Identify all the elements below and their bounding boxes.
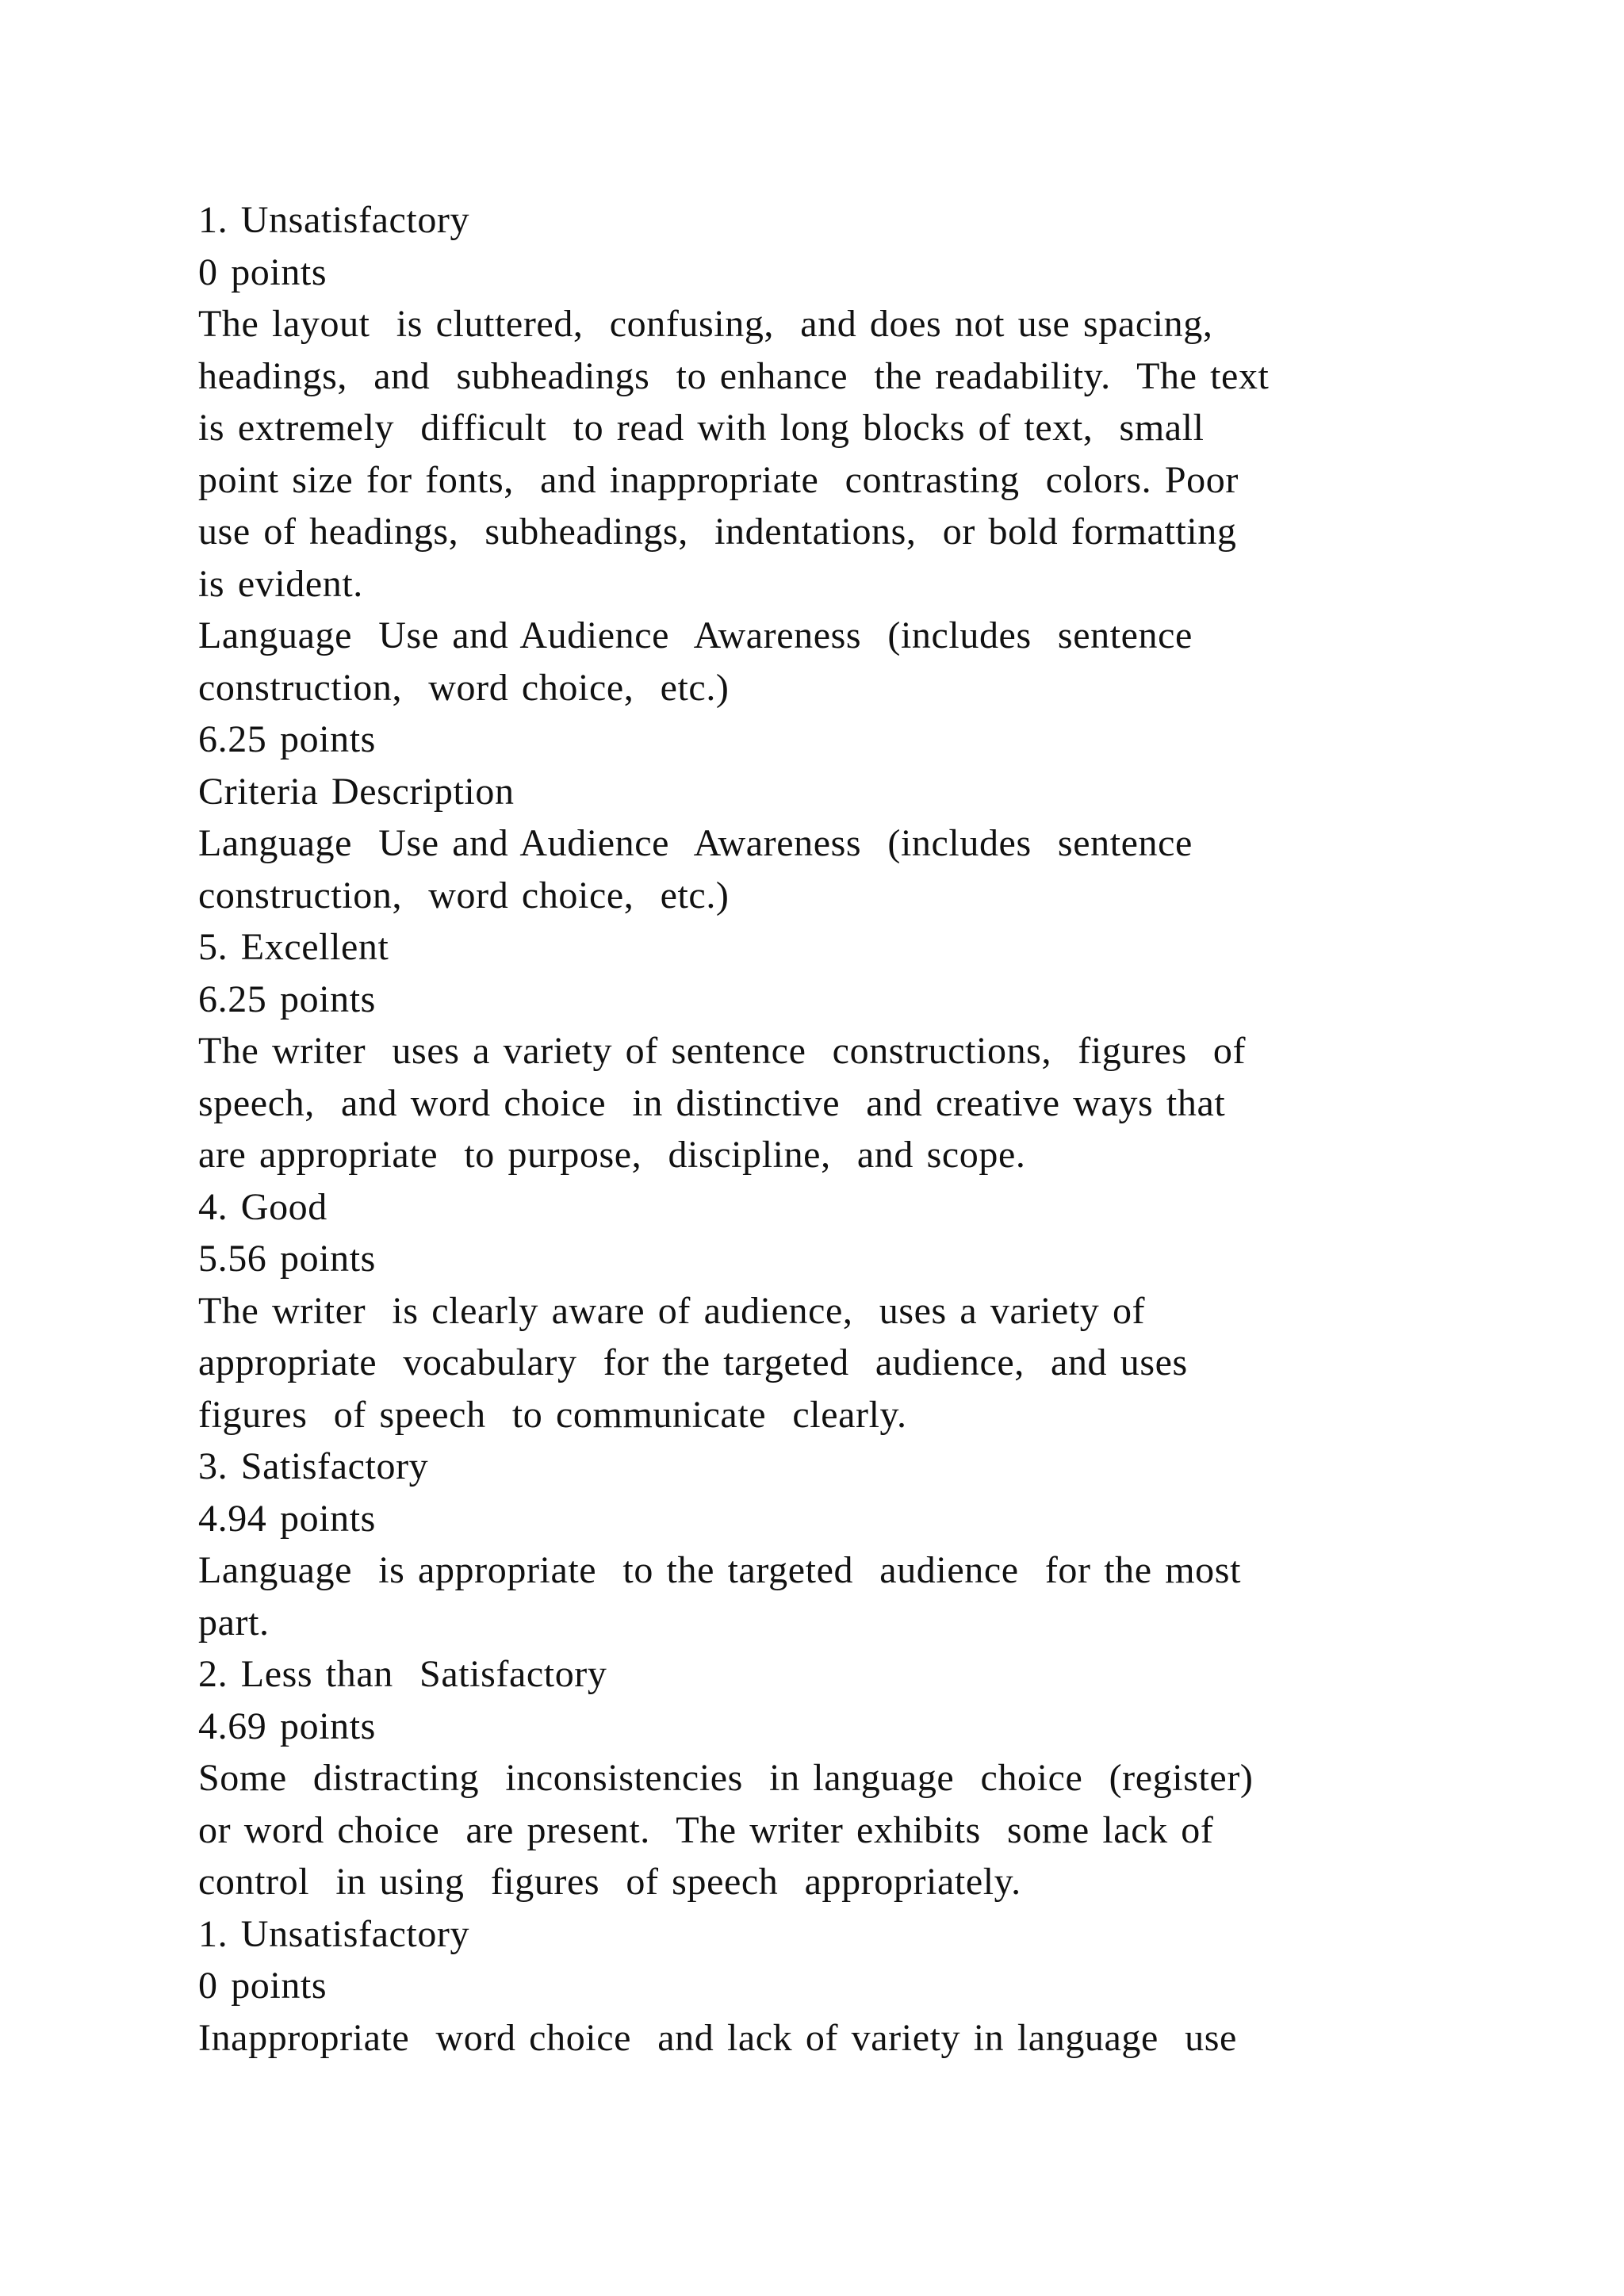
layout-unsatisfactory-description-line: is extremely difficult to read with long blocks of text, small xyxy=(198,407,1205,449)
unsatisfactory-points: 0 points xyxy=(198,251,327,293)
less-than-satisfactory-description-line: or word choice are present. The writer exhibits some lack of xyxy=(198,1808,1214,1851)
good-description-line: appropriate vocabulary for the targeted audience, and uses xyxy=(198,1341,1188,1383)
less-than-satisfactory-description-line: Some distracting inconsistencies in language choice (register) xyxy=(198,1757,1254,1799)
layout-unsatisfactory-description-line: The layout is cluttered, confusing, and does not use spacing, xyxy=(198,303,1213,345)
unsatisfactory-level-heading: 1. Unsatisfactory xyxy=(198,1912,470,1955)
criterion-title-line: construction, word choice, etc.) xyxy=(198,874,730,916)
document-body xyxy=(198,194,1467,2064)
less-than-satisfactory-points: 4.69 points xyxy=(198,1705,376,1747)
layout-unsatisfactory-description-line: point size for fonts, and inappropriate contrasting colors. Poor xyxy=(198,458,1239,501)
criterion-title-line: construction, word choice, etc.) xyxy=(198,666,730,709)
criterion-title-line: Language Use and Audience Awareness (includes sentence xyxy=(198,614,1193,656)
unsatisfactory-level-heading: 1. Unsatisfactory xyxy=(198,199,470,241)
satisfactory-description-line: part. xyxy=(198,1601,270,1644)
excellent-description-line: The writer uses a variety of sentence constructions, figures of xyxy=(198,1030,1247,1072)
satisfactory-level-heading: 3. Satisfactory xyxy=(198,1445,429,1487)
less-than-satisfactory-level-heading: 2. Less than Satisfactory xyxy=(198,1653,607,1695)
good-description-line: The writer is clearly aware of audience, uses a variety of xyxy=(198,1289,1146,1332)
unsatisfactory-description-line: Inappropriate word choice and lack of variety in language use xyxy=(198,2016,1237,2059)
satisfactory-description-line: Language is appropriate to the targeted audience for the most xyxy=(198,1549,1241,1591)
satisfactory-points: 4.94 points xyxy=(198,1497,376,1540)
good-description-line: figures of speech to communicate clearly. xyxy=(198,1393,907,1436)
criteria-description-heading: Criteria Description xyxy=(198,770,515,813)
excellent-description-line: speech, and word choice in distinctive and creative ways that xyxy=(198,1081,1226,1124)
criterion-title-line: Language Use and Audience Awareness (includes sentence xyxy=(198,822,1193,864)
layout-unsatisfactory-description-line: use of headings, subheadings, indentations, or bold formatting xyxy=(198,511,1237,553)
less-than-satisfactory-description-line: control in using figures of speech appropriately. xyxy=(198,1861,1021,1903)
unsatisfactory-points: 0 points xyxy=(198,1965,327,2007)
excellent-description-line: are appropriate to purpose, discipline, and scope. xyxy=(198,1134,1026,1176)
criterion-points: 6.25 points xyxy=(198,718,376,760)
good-level-heading: 4. Good xyxy=(198,1185,327,1228)
excellent-level-heading: 5. Excellent xyxy=(198,926,389,968)
good-points: 5.56 points xyxy=(198,1238,376,1280)
excellent-points: 6.25 points xyxy=(198,978,376,1020)
layout-unsatisfactory-description-line: is evident. xyxy=(198,562,363,605)
layout-unsatisfactory-description-line: headings, and subheadings to enhance the readability. The text xyxy=(198,354,1270,397)
